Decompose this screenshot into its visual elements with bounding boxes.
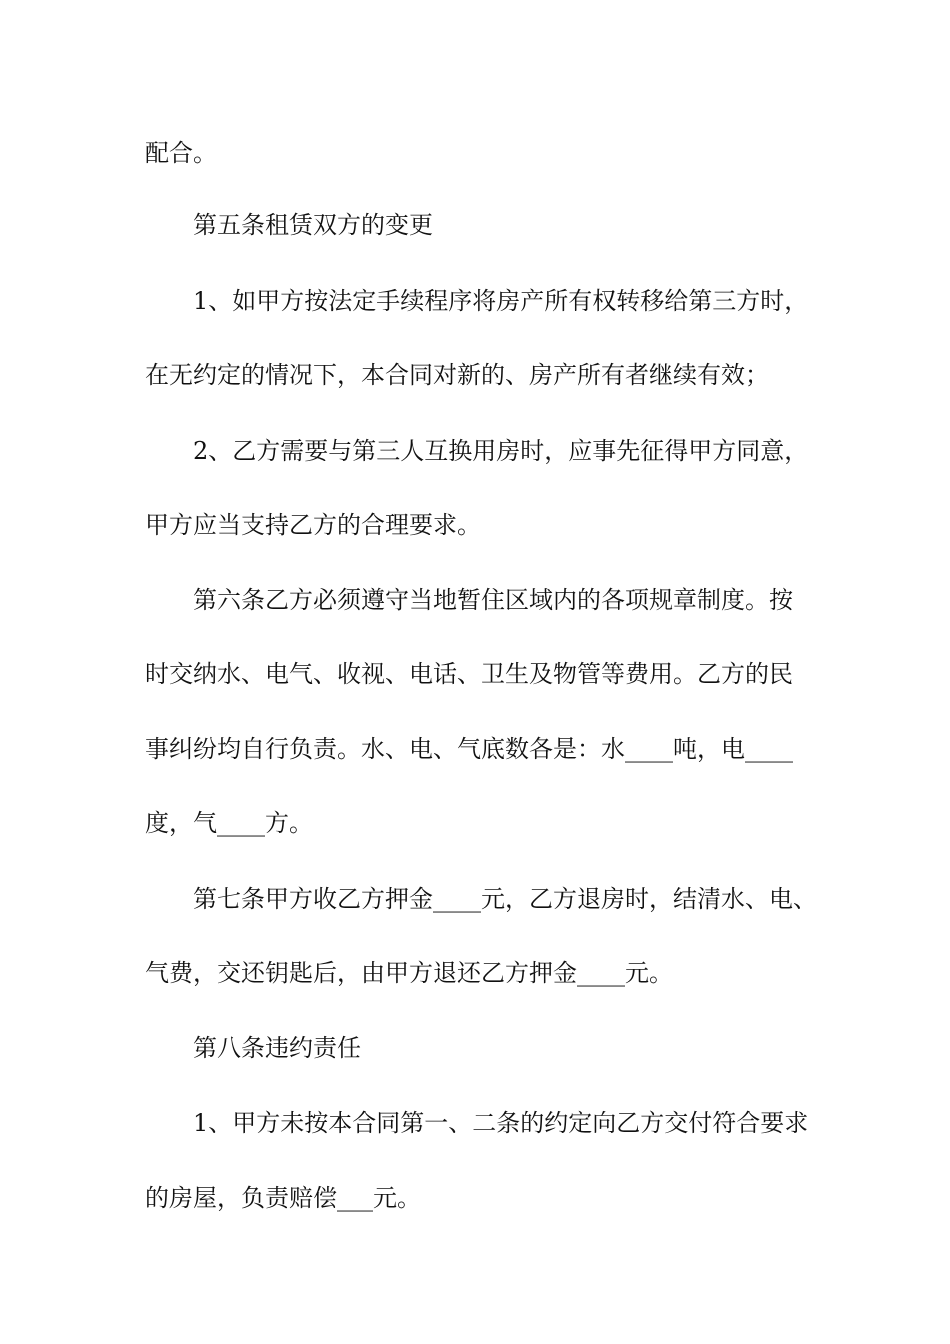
text-line: 时交纳水、电气、收视、电话、卫生及物管等费用。乙方的民 <box>145 660 793 688</box>
text-line: 甲方应当支持乙方的合理要求。 <box>145 511 481 539</box>
text-line: 第六条乙方必须遵守当地暂住区域内的各项规章制度。按 <box>193 586 793 614</box>
section-heading: 第八条违约责任 <box>193 1034 361 1062</box>
text-line: 第七条甲方收乙方押金____元，乙方退房时，结清水、电、 <box>193 885 817 913</box>
text-line: 气费，交还钥匙后，由甲方退还乙方押金____元。 <box>145 959 673 987</box>
text-line: 1、如甲方按法定手续程序将房产所有权转移给第三方时， <box>193 287 809 315</box>
text-line: 1、甲方未按本合同第一、二条的约定向乙方交付符合要求 <box>193 1109 809 1137</box>
section-heading: 第五条租赁双方的变更 <box>193 211 433 239</box>
text-line: 事纠纷均自行负责。水、电、气底数各是：水____吨，电____ <box>145 735 793 763</box>
text-line: 配合。 <box>145 139 217 167</box>
text-line: 度，气____方。 <box>145 809 313 837</box>
text-line: 在无约定的情况下，本合同对新的、房产所有者继续有效； <box>145 361 769 389</box>
text-line: 的房屋，负责赔偿___元。 <box>145 1184 421 1212</box>
text-line: 2、乙方需要与第三人互换用房时，应事先征得甲方同意， <box>193 437 809 465</box>
